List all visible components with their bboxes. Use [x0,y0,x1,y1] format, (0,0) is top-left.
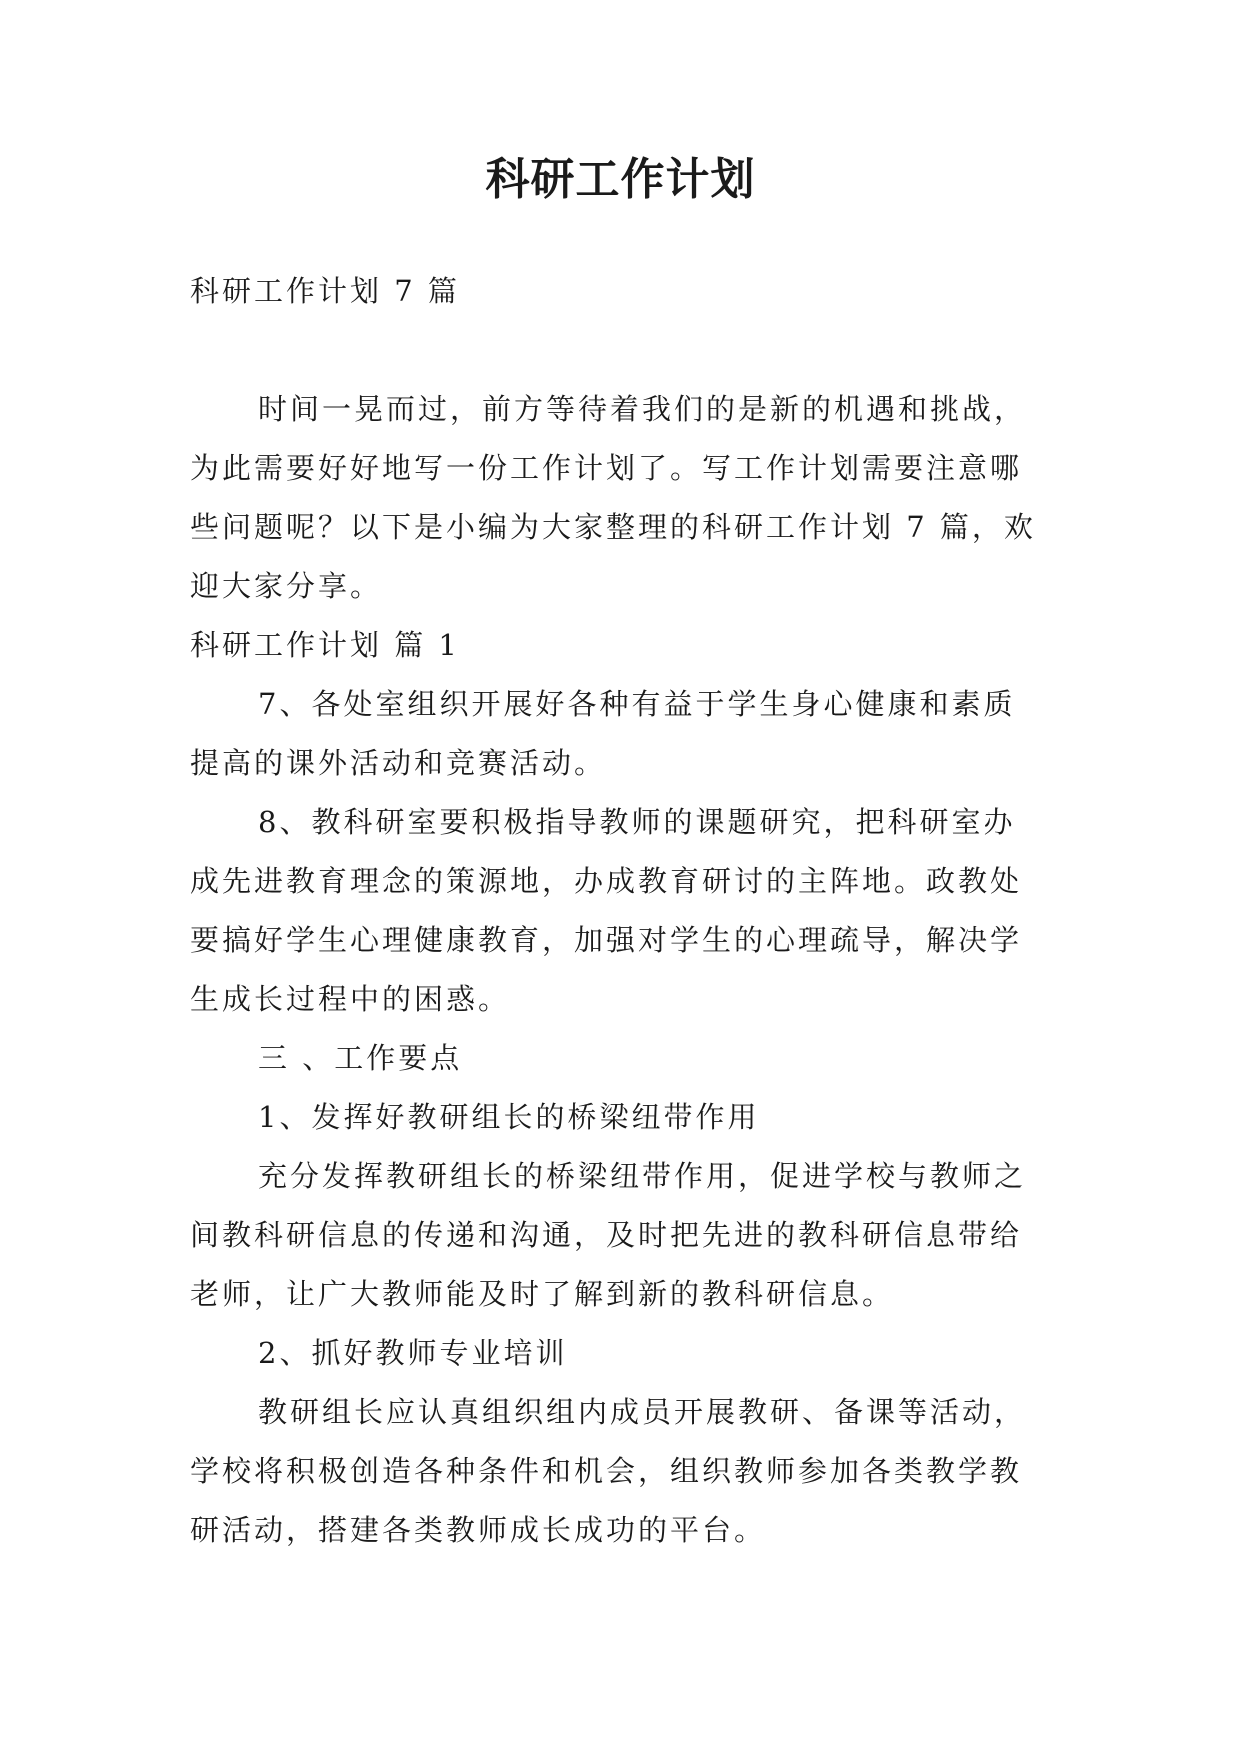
intro-paragraph [190,380,1060,616]
paragraph-line: 迎大家分享。 [190,569,383,603]
paragraph-line: 些问题呢？以下是小编为大家整理的科研工作计划 7 篇，欢 [190,510,1036,544]
point-1-heading: 1、发挥好教研组长的桥梁纽带作用 [258,1100,760,1134]
paragraph-line: 教研组长应认真组织组内成员开展教研、备课等活动， [258,1395,1027,1429]
paragraph-line: 成先进教育理念的策源地，办成教育研讨的主阵地。政教处 [190,864,1023,898]
point-1-paragraph [190,1147,1060,1324]
paragraph-line: 提高的课外活动和竞赛活动。 [190,746,607,780]
paragraph-line: 老师，让广大教师能及时了解到新的教科研信息。 [190,1277,895,1311]
paragraph-line: 8、教科研室要积极指导教师的课题研究，把科研室办 [258,805,1016,839]
paragraph-line: 充分发挥教研组长的桥梁纽带作用，促进学校与教师之 [258,1159,1027,1193]
paragraph-line: 生成长过程中的困惑。 [190,982,511,1016]
document-title: 科研工作计划 [485,154,756,205]
point-2-paragraph [190,1383,1060,1560]
part-3-heading: 三 、工作要点 [258,1041,463,1075]
paragraph-line: 间教科研信息的传递和沟通，及时把先进的教科研信息带给 [190,1218,1023,1252]
paragraph-line: 为此需要好好地写一份工作计划了。写工作计划需要注意哪 [190,451,1023,485]
document-body [190,262,1060,1560]
blank-line [190,321,1060,380]
section-heading: 科研工作计划 篇 1 [190,628,460,662]
document-subtitle: 科研工作计划 7 篇 [190,274,460,308]
paragraph-line: 7、各处室组织开展好各种有益于学生身心健康和素质 [258,687,1016,721]
paragraph-line: 研活动，搭建各类教师成长成功的平台。 [190,1513,767,1547]
paragraph-line: 要搞好学生心理健康教育，加强对学生的心理疏导，解决学 [190,923,1023,957]
paragraph-line: 学校将积极创造各种条件和机会，组织教师参加各类教学教 [190,1454,1023,1488]
item-7-paragraph [190,675,1060,793]
item-8-paragraph [190,793,1060,1029]
point-2-heading: 2、抓好教师专业培训 [258,1336,568,1370]
paragraph-line: 时间一晃而过，前方等待着我们的是新的机遇和挑战， [258,392,1027,426]
